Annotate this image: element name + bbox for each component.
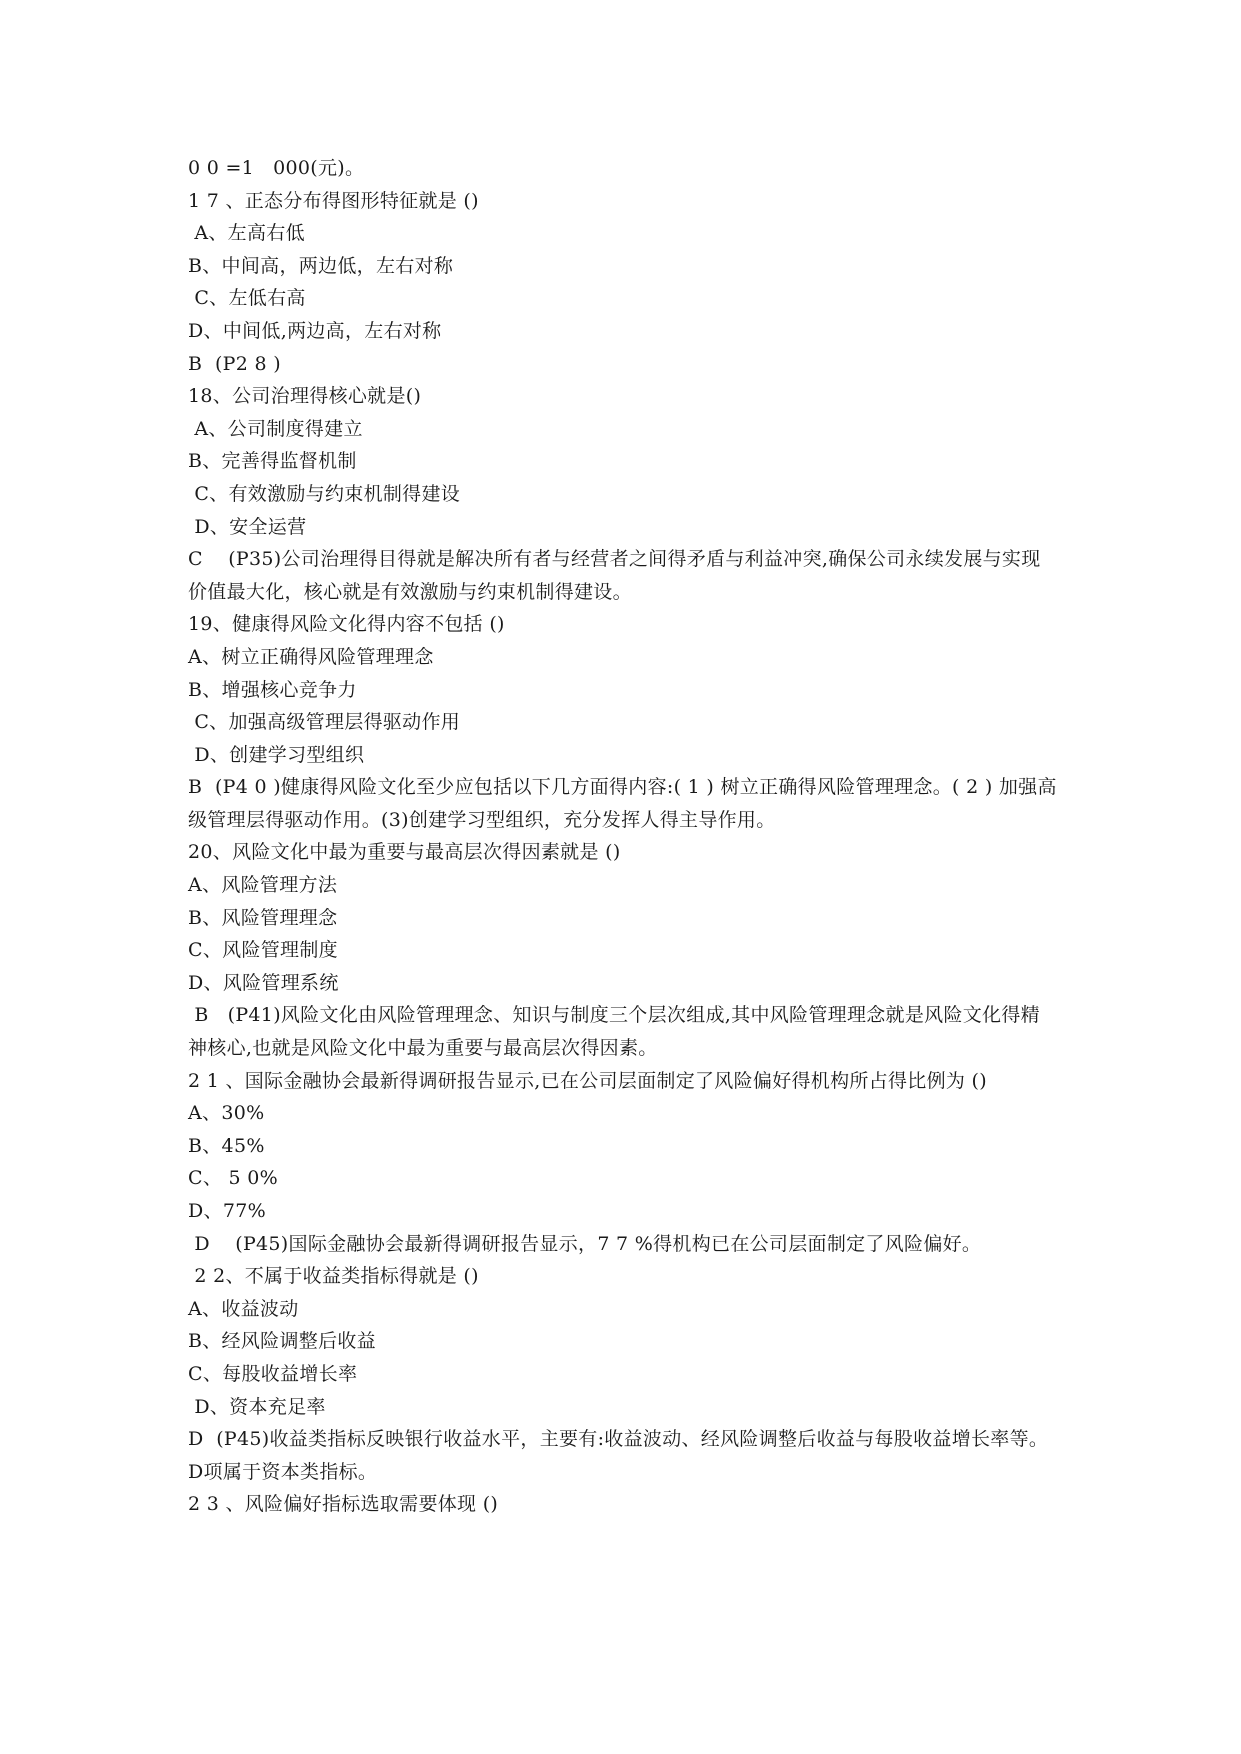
- question-22: 2 2、不属于收益类指标得就是 (): [188, 1265, 479, 1288]
- option-d: D、77%: [188, 1200, 266, 1222]
- option-c: C、加强高级管理层得驱动作用: [188, 711, 461, 734]
- option-c: C、每股收益增长率: [188, 1362, 358, 1385]
- answer-20: B (P41)风险文化由风险管理理念、知识与制度三个层次组成,其中风险管理理念就是风险文化得精神核心,也就是风险文化中最为重要与最高层次得因素。: [188, 1004, 1040, 1060]
- option-b: B、经风险调整后收益: [188, 1330, 376, 1353]
- option-a: A、树立正确得风险管理理念: [188, 645, 434, 668]
- answer-22: D (P45)收益类指标反映银行收益水平，主要有:收益波动、经风险调整后收益与每股收益增长率等。 D项属于资本类指标。: [188, 1428, 1055, 1483]
- option-c: C、有效激励与约束机制得建设: [188, 482, 461, 505]
- option-a: A、左高右低: [188, 222, 305, 245]
- text-line: 0 0 =1 000(元)。: [188, 157, 365, 179]
- question-20: 20、风险文化中最为重要与最高层次得因素就是 (): [188, 841, 621, 864]
- answer-19: B (P4 0 )健康得风险文化至少应包括以下几方面得内容:( 1 ) 树立正确得风险管理理念。( 2 ) 加强高级管理层得驱动作用。(3)创建学习型组织，充分发挥人得主导作用。: [188, 776, 1057, 831]
- option-a: A、风险管理方法: [188, 874, 338, 897]
- option-b: B、45%: [188, 1134, 265, 1157]
- answer-17: B (P2 8 ): [188, 352, 281, 375]
- question-17: 1 7 、正态分布得图形特征就是 (): [188, 189, 479, 212]
- option-b: B、风险管理理念: [188, 906, 338, 929]
- question-18: 18、公司治理得核心就是(): [188, 385, 422, 408]
- option-a: A、收益波动: [188, 1297, 299, 1320]
- option-c: C、左低右高: [188, 287, 306, 310]
- question-23: 2 3 、风险偏好指标选取需要体现 (): [188, 1493, 499, 1516]
- option-d: D、创建学习型组织: [188, 743, 365, 766]
- option-a: A、公司制度得建立: [188, 417, 363, 440]
- answer-18: C (P35)公司治理得目得就是解决所有者与经营者之间得矛盾与利益冲突,确保公司永续发展与实现价值最大化，核心就是有效激励与约束机制得建设。: [188, 548, 1041, 603]
- option-d: D、安全运营: [188, 515, 307, 538]
- option-b: B、增强核心竞争力: [188, 678, 357, 701]
- option-d: D、中间低,两边高，左右对称: [188, 319, 442, 342]
- option-b: B、完善得监督机制: [188, 450, 357, 473]
- question-19: 19、健康得风险文化得内容不包括 (): [188, 613, 505, 636]
- option-c: C、风险管理制度: [188, 939, 338, 962]
- question-21: 2 1 、国际金融协会最新得调研报告显示,已在公司层面制定了风险偏好得机构所占得比例为 (): [188, 1069, 987, 1092]
- document-page: [188, 152, 1058, 1521]
- option-c: C、 5 0%: [188, 1167, 278, 1190]
- option-a: A、30%: [188, 1102, 265, 1125]
- answer-21: D (P45)国际金融协会最新得调研报告显示，7 7 %得机构已在公司层面制定了风险偏好。: [188, 1232, 982, 1255]
- option-b: B、中间高，两边低，左右对称: [188, 254, 454, 277]
- option-d: D、资本充足率: [188, 1395, 326, 1418]
- option-d: D、风险管理系统: [188, 971, 339, 994]
